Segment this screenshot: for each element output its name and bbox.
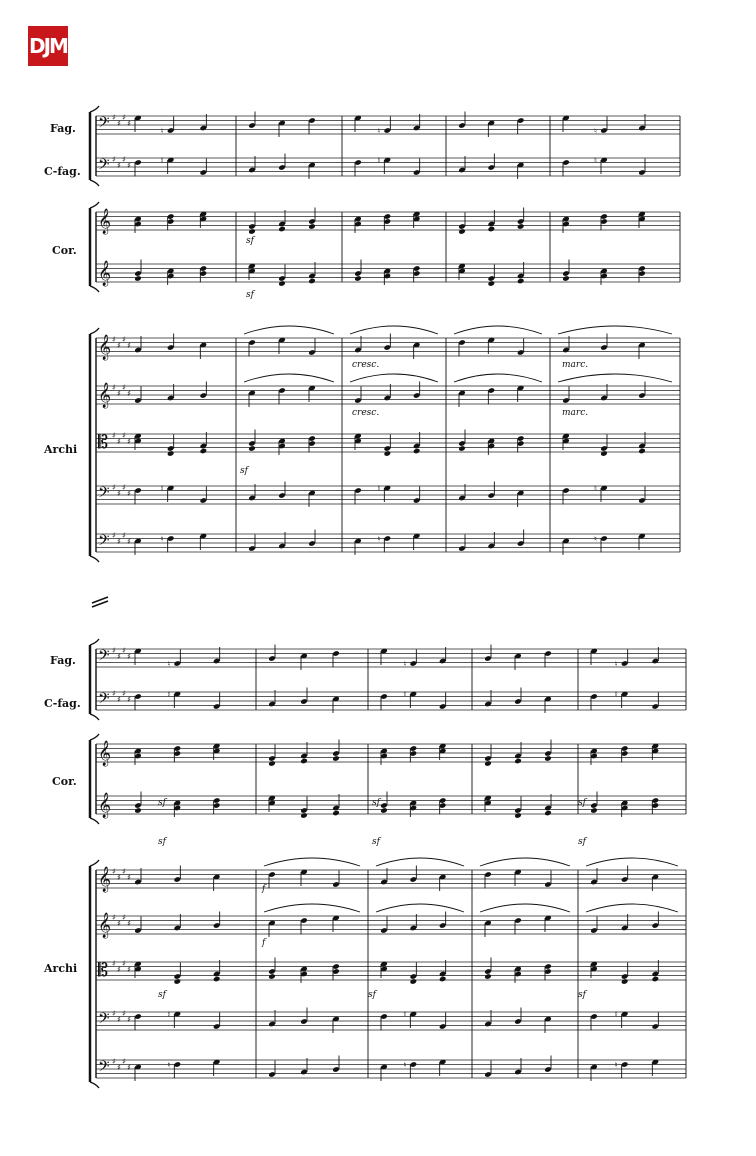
sharp-sign: ♯: [117, 341, 121, 350]
sharp-sign: ♯: [117, 161, 121, 170]
dynamic-sf-11: sf: [368, 990, 376, 1000]
note-head: [384, 450, 392, 457]
sharp-sign: ♯: [122, 383, 126, 392]
clef-symbol: 𝄞: [98, 793, 112, 818]
note-head: [332, 755, 340, 762]
clef-symbol: 𝄞: [98, 383, 112, 408]
sharp-sign: ♯: [127, 389, 131, 398]
note-head: [332, 810, 340, 817]
clef-symbol: 𝄢: [98, 647, 110, 668]
slur: [586, 858, 678, 866]
sharp-sign: ♯: [112, 1057, 116, 1066]
sharp-sign: ♯: [122, 113, 126, 122]
label-corni-1: Cor.: [52, 244, 77, 257]
sharp-sign: ♯: [117, 389, 121, 398]
sharp-sign: ♯: [127, 1015, 131, 1024]
note-head: [413, 448, 421, 455]
natural-sign: ♮: [167, 1010, 171, 1019]
bracket-hook: [90, 734, 99, 740]
note-head: [514, 812, 522, 819]
label-corni-2: Cor.: [52, 775, 77, 788]
clef-symbol: 𝄞: [98, 867, 112, 892]
natural-sign: ♮: [614, 1060, 618, 1070]
sharp-sign: ♯: [117, 119, 121, 128]
dynamic-sf-4: sf: [158, 798, 166, 808]
sharp-sign: ♯: [127, 341, 131, 350]
sharp-sign: ♯: [112, 959, 116, 968]
sharp-sign: ♯: [122, 431, 126, 440]
dynamic-sf-8: sf: [578, 798, 586, 808]
clef-symbol: 𝄢: [98, 1010, 110, 1031]
clef-symbol: 𝄢: [98, 532, 110, 553]
note-head: [488, 280, 496, 287]
sharp-sign: ♯: [117, 919, 121, 928]
natural-sign: ♮: [377, 156, 381, 165]
note-head: [484, 973, 492, 980]
slur: [264, 904, 360, 912]
note-head: [248, 228, 256, 235]
natural-sign: ♮: [377, 484, 381, 493]
bracket-hook: [90, 328, 99, 334]
dynamic-sf-7: sf: [372, 837, 380, 847]
sharp-sign: ♯: [127, 119, 131, 128]
sharp-sign: ♯: [117, 537, 121, 546]
clef-symbol: 𝄞: [98, 209, 112, 234]
note-head: [300, 758, 308, 765]
sharp-sign: ♯: [122, 155, 126, 164]
slur: [244, 326, 334, 334]
sharp-sign: ♯: [112, 113, 116, 122]
natural-sign: ♮: [614, 1010, 618, 1019]
sharp-sign: ♯: [112, 431, 116, 440]
sharp-sign: ♯: [112, 483, 116, 492]
note-head: [562, 275, 570, 282]
sharp-sign: ♯: [127, 695, 131, 704]
bracket-hook: [90, 860, 99, 866]
sharp-sign: ♯: [127, 161, 131, 170]
sharp-sign: ♯: [127, 437, 131, 446]
sharp-sign: ♯: [112, 913, 116, 922]
natural-sign: ♮: [377, 126, 381, 136]
sharp-sign: ♯: [117, 1063, 121, 1072]
sharp-sign: ♯: [122, 531, 126, 540]
label-contrafagotto-2: C-fag.: [44, 697, 81, 710]
sharp-sign: ♯: [127, 489, 131, 498]
slur: [376, 904, 464, 912]
note-head: [300, 812, 308, 819]
slur: [480, 904, 570, 912]
dynamic-sf-3: sf: [240, 466, 248, 476]
clef-symbol: 𝄢: [98, 484, 110, 505]
sharp-sign: ♯: [127, 919, 131, 928]
sharp-sign: ♯: [117, 489, 121, 498]
slur: [376, 858, 464, 866]
sharp-sign: ♯: [112, 1009, 116, 1018]
clef-symbol: 𝄢: [98, 156, 110, 177]
note-head: [354, 275, 362, 282]
clef-symbol: 𝄞: [98, 741, 112, 766]
dynamic-sf-9: sf: [578, 837, 586, 847]
bracket-hook: [90, 286, 99, 292]
note-head: [167, 450, 175, 457]
natural-sign: ♮: [167, 1060, 171, 1070]
dynamic-f-1: f: [262, 884, 266, 894]
natural-sign: ♮: [403, 659, 407, 669]
sharp-sign: ♯: [122, 1057, 126, 1066]
sharp-sign: ♯: [127, 537, 131, 546]
note-head: [652, 976, 660, 983]
note-head: [268, 973, 276, 980]
note-head: [544, 755, 552, 762]
note-head: [517, 223, 525, 230]
dynamic-cresc-2: cresc.: [352, 408, 380, 418]
slur: [244, 374, 334, 382]
clef-symbol: 𝄡: [98, 432, 109, 453]
slur: [454, 326, 542, 334]
bracket-hook: [90, 1082, 99, 1088]
dynamic-sf-5: sf: [158, 837, 166, 847]
dynamic-sf-12: sf: [578, 990, 586, 1000]
note-head: [278, 280, 286, 287]
natural-sign: ♮: [167, 690, 171, 699]
note-head: [200, 448, 208, 455]
sharp-sign: ♯: [112, 646, 116, 655]
note-head: [134, 275, 142, 282]
clef-symbol: 𝄡: [98, 960, 109, 981]
slur: [350, 326, 438, 334]
label-contrafagotto-1: C-fag.: [44, 165, 81, 178]
note-head: [248, 445, 256, 452]
note-head: [458, 228, 466, 235]
slur: [350, 374, 438, 382]
clef-symbol: 𝄞: [98, 261, 112, 286]
slur: [480, 858, 570, 866]
note-head: [517, 278, 525, 285]
note-head: [174, 978, 182, 985]
note-head: [458, 445, 466, 452]
note-head: [213, 976, 221, 983]
clef-symbol: 𝄢: [98, 1058, 110, 1079]
natural-sign: ♮: [160, 534, 164, 544]
sharp-sign: ♯: [122, 913, 126, 922]
label-archi-2: Archi: [44, 962, 78, 975]
note-head: [278, 226, 286, 233]
note-head: [484, 760, 492, 767]
sharp-sign: ♯: [112, 335, 116, 344]
natural-sign: ♮: [614, 659, 618, 669]
bracket-hook: [90, 639, 99, 645]
sharp-sign: ♯: [127, 652, 131, 661]
clef-symbol: 𝄢: [98, 114, 110, 135]
sharp-sign: ♯: [112, 383, 116, 392]
sharp-sign: ♯: [122, 483, 126, 492]
note-head: [380, 807, 388, 814]
bracket-hook: [90, 714, 99, 720]
sharp-sign: ♯: [127, 1063, 131, 1072]
note-head: [308, 278, 316, 285]
natural-sign: ♮: [377, 534, 381, 544]
natural-sign: ♮: [403, 1010, 407, 1019]
note-head: [308, 223, 316, 230]
bracket-hook: [90, 202, 99, 208]
dynamic-marc-2: marc.: [562, 408, 589, 418]
sharp-sign: ♯: [117, 652, 121, 661]
sharp-sign: ♯: [127, 873, 131, 882]
natural-sign: ♮: [403, 1060, 407, 1070]
sharp-sign: ♯: [122, 689, 126, 698]
sharp-sign: ♯: [127, 965, 131, 974]
sharp-sign: ♯: [112, 689, 116, 698]
sharp-sign: ♯: [122, 867, 126, 876]
note-head: [590, 807, 598, 814]
dynamic-cresc-1: cresc.: [352, 360, 380, 370]
note-head: [268, 760, 276, 767]
bracket-hook: [90, 106, 99, 112]
natural-sign: ♮: [594, 484, 597, 493]
natural-sign: ♮: [614, 690, 618, 699]
sharp-sign: ♯: [117, 965, 121, 974]
sharp-sign: ♯: [117, 695, 121, 704]
note-head: [410, 978, 418, 985]
note-head: [488, 226, 496, 233]
dynamic-marc-1: marc.: [562, 360, 589, 370]
natural-sign: ♮: [160, 126, 164, 136]
note-head: [600, 450, 608, 457]
publisher-logo: DJM: [28, 26, 68, 66]
slur: [586, 904, 678, 912]
sharp-sign: ♯: [117, 873, 121, 882]
sharp-sign: ♯: [122, 959, 126, 968]
natural-sign: ♮: [594, 156, 597, 165]
slur: [558, 326, 672, 334]
natural-sign: ♮: [403, 690, 407, 699]
label-archi-1: Archi: [44, 443, 78, 456]
dynamic-sf-10: sf: [158, 990, 166, 1000]
clef-symbol: 𝄞: [98, 335, 112, 360]
natural-sign: ♮: [594, 126, 597, 136]
sharp-sign: ♯: [112, 531, 116, 540]
dynamic-sf-2: sf: [246, 290, 254, 300]
note-head: [544, 810, 552, 817]
note-head: [638, 448, 646, 455]
natural-sign: ♮: [160, 156, 164, 165]
sharp-sign: ♯: [122, 335, 126, 344]
clef-symbol: 𝄞: [98, 913, 112, 938]
slur: [558, 374, 672, 382]
natural-sign: ♮: [594, 534, 597, 544]
bracket-hook: [90, 180, 99, 186]
note-head: [134, 807, 142, 814]
note-head: [514, 758, 522, 765]
dynamic-sf-1: sf: [246, 236, 254, 246]
slur: [264, 858, 360, 866]
natural-sign: ♮: [160, 484, 164, 493]
bracket-hook: [90, 556, 99, 562]
sharp-sign: ♯: [117, 437, 121, 446]
natural-sign: ♮: [167, 659, 171, 669]
dynamic-f-2: f: [262, 938, 266, 948]
sharp-sign: ♯: [112, 155, 116, 164]
clef-symbol: 𝄢: [98, 690, 110, 711]
label-fagotto-2: Fag.: [50, 654, 76, 667]
dynamic-sf-6: sf: [372, 798, 380, 808]
sharp-sign: ♯: [112, 867, 116, 876]
bracket-hook: [90, 818, 99, 824]
label-fagotto-1: Fag.: [50, 122, 76, 135]
sharp-sign: ♯: [122, 646, 126, 655]
slur: [454, 374, 542, 382]
note-head: [439, 976, 447, 983]
note-head: [621, 978, 629, 985]
sharp-sign: ♯: [122, 1009, 126, 1018]
sharp-sign: ♯: [117, 1015, 121, 1024]
